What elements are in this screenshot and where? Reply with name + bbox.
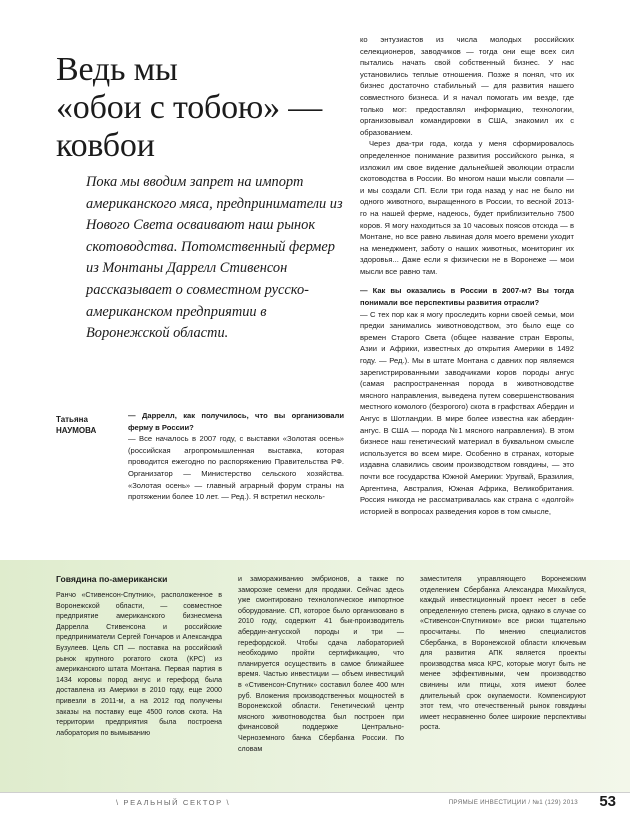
sidebar-column-1 (56, 574, 222, 754)
footer-section-label: \ РЕАЛЬНЫЙ СЕКТОР \ (116, 798, 231, 807)
interview-intro (128, 410, 344, 503)
sidebar-panel (0, 560, 630, 792)
body-paragraph: Через два-три года, когда у меня сформировалось определенное понимание развития российского рынка, я изложил им свое видение дальнейшей эволюции отрасли скотоводства в России. Во многом наши мысли совпали — и мы создали СП. Если три года назад у нас не было ни одного животного, выращенного в России, то весной 2013-го на нашей ферме, надеюсь, будет приблизительно 7500 коров. Я могу находиться за 10 часовых поясов отсюда — в Монтане, но все равно львиная доля моего времени уходит на менеджмент, заботу о наших животных, мониторинг их здоровья... Даже если я физически не в Воронеже — мои мысли все равно там. (360, 139, 574, 276)
page-title: Ведь мы «обои с тобою» — ковбои (56, 50, 322, 164)
interview-question-2: — Как вы оказались в России в 2007-м? Вы тогда понимали все перспективы развития отрасли? (360, 286, 574, 308)
sidebar-text: и замораживанию эмбрионов, а также по заморозке семени для продажи. Сейчас здесь уже смонтировано технологическое импортное оборудование. СП, которое было организовано в 2010 году, содержит 41 бык-производитель абердин-ангусской породы и три — герефордской. Чтобы сдача лабораторией необходимо пройти сертификацию, что планируется осуществить в самое ближайшее время. Частью инвестиции — объем инвестиций в «Стивенсон-Спутник» составил более 400 млн руб. Вложения производственных мощностей в Воронежской области. Генетический центр мясного животноводства был построен при финансовой поддержке Центрально-Черноземного банка Сбербанка России. По словам (238, 575, 404, 753)
sidebar-column-2 (238, 574, 404, 754)
footer-issue-label: ПРЯМЫЕ ИНВЕСТИЦИИ / №1 (129) 2013 (448, 799, 578, 806)
body-paragraph: ко энтузиастов из числа молодых российских селекционеров, заводчиков — тогда они еще всех сил пытались начать свой собственный бизнес. У нас установились теплые отношения. Позже я понял, что их бизнес достаточно стабильный — для развития нашего совместного бизнеса. И я начал помогать им везде, где только мог: предоставлял информацию, технологии, организовывал командировки в США, знакомил их с образованием. (360, 35, 574, 137)
article-author: Татьяна НАУМОВА (56, 415, 97, 435)
body-right-column (360, 34, 574, 517)
sidebar-column-3 (420, 574, 586, 754)
sidebar-title: Говядина по-американски (56, 574, 168, 584)
article-deck: Пока мы вводим запрет на импорт американского мяса, предприниматели из Нового Света осваивают наш рынок скотоводства. Потомственный фермер из Монтаны Даррелл Стивенсон рассказывает о совместном русско-американском предприятии в Воронежской области. (86, 174, 343, 342)
sidebar-text: Ранчо «Стивенсон-Спутник», расположенное в Воронежской области, — совместное предприятие американского бизнесмена Даррелла Стивенсона и российские предприниматели Сергей Гончаров и Александра Бузулеев. Цель СП — поставка на российский рынок крупного рогатого скота (КРС) из американского штата Монтана. Первая партия в 1434 коровы пород ангус и герефорд была доставлена из Америки в 2010 году, еще 2000 привезли в 2011-м, а на 2012 год получены заказы на поставку еще 4500 голов скота. На территории предприятия была построена лаборатория по вымыванию (56, 591, 222, 737)
sidebar-text: заместителя управляющего Воронежским отделением Сбербанка Александра Михайлуся, каждый инвестиционный проект несет в себе определенную степень риска, однако в случае со «Стивенсон-Спутником» все риски тщательно просчитаны. По мнению специалистов Сбербанка, в Воронежской области ключевым для развития АПК является проекты производства мяса КРС, которые могут быть не менее эффективными, чем производство свинины или птицы, хотя имеют более длительный срок окупаемости. Компенсируют этот тем, что отечественный рынок говядины имеет несравненно более широкие перспективы роста. (420, 575, 586, 732)
interview-question-1: — Даррелл, как получилось, что вы организовали ферму в России? (128, 411, 344, 432)
interview-answer-1: — Все началось в 2007 году, с выставки «Золотая осень» (российская агропромышленная выставка, которая проводится ежегодно по распоряжению Правительства РФ. Организатор — Министерство сельского хозяйства. «Золотая осень» — главный аграрный форум страны на протяжении более 10 лет. — Ред.). Я встретил несколь- (128, 434, 344, 502)
interview-answer-2: — С тех пор как я могу проследить корни своей семьи, мои предки занимались животноводством, это было еще со времен Старого Света (общее название стран Европы, Азии и Африки, известных до открытия Америки в 1492 году. — Ред.). Мы в штате Монтана с давних пор являемся зарегистрированными заводчиками коров породы ангус (самая распространенная порода в животноводстве мясного направления, выведена путем совершенствования местного комолого (безрогого) скота в графствах Абердин и Ангус в Шотландии. В мире более известна как абердин-ангус. В США — порода №1 мясного направления). В этом бизнесе наш генетический материал в буквальном смысле используется во всем мире. Особенно в странах, которые издавна славились своим производством говядины, — это почти все государства Южной Америки: Уругвай, Бразилия, Аргентина, Австралия, Южная Африка, Великобритания. Россия никогда не рассматривалась как страна с «долгой» историей в вопросах разведения коров в том смысле, (360, 309, 574, 516)
page-number: 53 (599, 793, 616, 810)
footer-divider (0, 792, 630, 793)
sidebar-columns (56, 574, 586, 754)
